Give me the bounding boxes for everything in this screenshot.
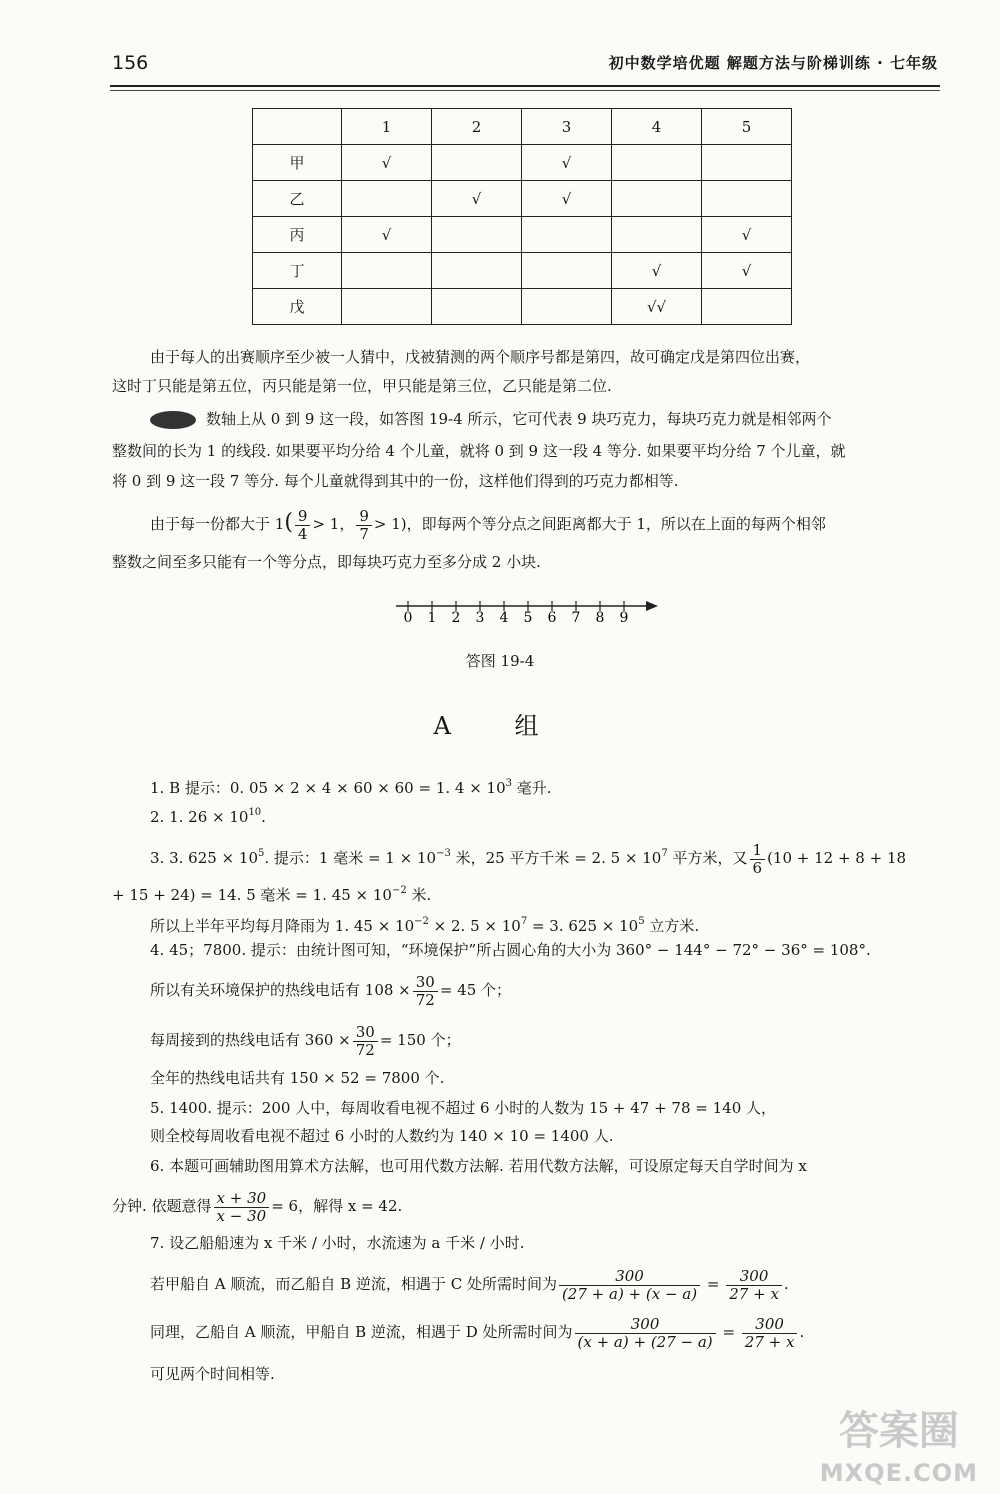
table-cell: 甲 bbox=[253, 145, 342, 181]
answer-text: = 6，解得 x = 42. bbox=[271, 1197, 403, 1215]
table-cell bbox=[342, 289, 432, 325]
watermark-text: 答案圈 bbox=[838, 1408, 959, 1454]
answer-7-line-4: 可见两个时间相等. bbox=[150, 1365, 275, 1383]
answer-text: 3. 3. 625 × 10 bbox=[150, 849, 258, 867]
numerator: 300 bbox=[559, 1268, 700, 1286]
denominator: (x + a) + (27 − a) bbox=[577, 1332, 713, 1351]
running-title: 初中数学培优题 解题方法与阶梯训练 · 七年级 bbox=[608, 54, 938, 72]
fraction bbox=[750, 842, 766, 876]
hint-tag-icon bbox=[150, 411, 196, 429]
denominator: 72 bbox=[415, 990, 435, 1009]
numerator: 9 bbox=[356, 508, 372, 526]
table-row bbox=[253, 181, 792, 217]
paragraph-line: 整数之间至多只能有一个等分点，即每块巧克力至多分成 2 小块. bbox=[112, 553, 541, 571]
table-cell: √ bbox=[342, 217, 432, 253]
numerator: 300 bbox=[726, 1268, 782, 1286]
table-header-row bbox=[253, 109, 792, 145]
superscript: 7 bbox=[661, 848, 668, 859]
answer-2 bbox=[150, 803, 266, 827]
number-line-label: 6 bbox=[547, 610, 557, 626]
answer-text: 平方米，又 bbox=[667, 849, 748, 867]
number-line-label: 8 bbox=[595, 610, 605, 626]
numerator: 30 bbox=[413, 974, 438, 992]
answer-text: 每周接到的热线电话有 360 × bbox=[150, 1031, 351, 1049]
answer-text: 米. bbox=[406, 886, 432, 904]
paragraph-line: 由于每人的出赛顺序至少被一人猜中，戊被猜测的两个顺序号都是第四，故可确定戊是第四位出赛， bbox=[150, 348, 811, 366]
answer-text: = 45 个； bbox=[439, 981, 512, 999]
answer-6-line-1: 6. 本题可画辅助图用算术方法解，也可用代数方法解. 若用代数方法解，可设原定每天自学时间为 x bbox=[150, 1157, 807, 1175]
header-rule-thin bbox=[110, 90, 940, 91]
answer-text: 分钟. 依题意得 bbox=[112, 1197, 212, 1215]
number-line-label: 5 bbox=[523, 610, 533, 626]
denominator: 4 bbox=[297, 524, 308, 543]
answer-text: 所以上半年平均每月降雨为 1. 45 × 10 bbox=[150, 917, 415, 935]
table-cell bbox=[432, 253, 522, 289]
table-cell: √ bbox=[432, 181, 522, 217]
table-row bbox=[253, 289, 792, 325]
answer-text: (10 + 12 + 8 + 18 bbox=[767, 849, 907, 867]
denominator: 27 + x bbox=[744, 1332, 795, 1351]
guess-table bbox=[252, 108, 792, 325]
numerator: 30 bbox=[353, 1024, 378, 1042]
table-cell bbox=[612, 145, 702, 181]
fraction bbox=[413, 974, 438, 1008]
number-line-label: 7 bbox=[571, 610, 581, 626]
number-line-label: 4 bbox=[499, 610, 509, 626]
numerator: 300 bbox=[742, 1316, 798, 1334]
table-row bbox=[253, 217, 792, 253]
answer-4-line-4: 全年的热线电话共有 150 × 52 = 7800 个. bbox=[150, 1069, 445, 1087]
answer-3-line-1 bbox=[150, 842, 906, 876]
table-cell bbox=[432, 145, 522, 181]
answer-text: . bbox=[783, 1275, 789, 1293]
superscript: −2 bbox=[414, 916, 429, 927]
table-row bbox=[253, 253, 792, 289]
answer-7-line-1: 7. 设乙船船速为 x 千米 / 小时，水流速为 a 千米 / 小时. bbox=[150, 1234, 525, 1252]
equals-sign: = bbox=[706, 1275, 720, 1293]
table-cell bbox=[702, 289, 792, 325]
answer-7-line-2 bbox=[150, 1268, 789, 1302]
fraction bbox=[726, 1268, 782, 1302]
paragraph-line: 这时丁只能是第五位，丙只能是第一位，甲只能是第三位，乙只能是第二位. bbox=[112, 377, 612, 395]
denominator: 7 bbox=[359, 524, 369, 543]
table-cell bbox=[432, 217, 522, 253]
answer-text: . bbox=[799, 1323, 805, 1341]
table-cell: 4 bbox=[612, 109, 702, 145]
table-cell: √√ bbox=[612, 289, 702, 325]
answer-3-line-2 bbox=[112, 881, 431, 905]
table-cell bbox=[522, 217, 612, 253]
answer-text: . bbox=[261, 808, 266, 826]
table-cell: 丙 bbox=[253, 217, 342, 253]
table-cell: √ bbox=[522, 145, 612, 181]
answer-text: 1. B 提示：0. 05 × 2 × 4 × 60 × 60 = 1. 4 × 10 bbox=[150, 779, 506, 797]
answer-5-line-2: 则全校每周收看电视不超过 6 小时的人数约为 140 × 10 = 1400 人. bbox=[150, 1127, 614, 1145]
fraction bbox=[575, 1316, 716, 1350]
superscript: 5 bbox=[257, 848, 265, 859]
answer-4-line-2 bbox=[150, 974, 511, 1008]
answer-1 bbox=[150, 774, 552, 798]
table-cell bbox=[432, 289, 522, 325]
table-row bbox=[253, 145, 792, 181]
table-cell: 乙 bbox=[253, 181, 342, 217]
denominator: (27 + a) + (x − a) bbox=[561, 1284, 698, 1303]
answer-3-line-3 bbox=[150, 912, 699, 936]
table-cell bbox=[702, 181, 792, 217]
answer-text: 若甲船自 A 顺流，而乙船自 B 逆流，相遇于 C 处所需时间为 bbox=[150, 1275, 557, 1293]
page-number: 156 bbox=[112, 52, 149, 74]
header-rule bbox=[110, 85, 940, 87]
numerator: 1 bbox=[750, 842, 766, 860]
answer-text: = 3. 625 × 10 bbox=[527, 917, 639, 935]
table-cell bbox=[702, 145, 792, 181]
answer-text: 2. 1. 26 × 10 bbox=[150, 808, 249, 826]
table-cell bbox=[522, 253, 612, 289]
table-cell: 1 bbox=[342, 109, 432, 145]
fraction bbox=[295, 508, 311, 542]
figure-caption: 答图 19-4 bbox=[465, 652, 535, 670]
arrow-right-icon bbox=[646, 601, 658, 611]
table-cell bbox=[522, 289, 612, 325]
superscript: 3 bbox=[505, 778, 513, 789]
table-cell bbox=[342, 181, 432, 217]
table-cell: 戊 bbox=[253, 289, 342, 325]
paragraph-line: 由于每一份都大于 1( $\frac{9}{4}$ > 1， $\frac{9}{7}$ > 1)，即每两个等分点之间距离都大于 1，所以在上面的每两个相邻 bbox=[150, 507, 826, 543]
superscript: 7 bbox=[520, 916, 528, 927]
number-line-label: 1 bbox=[427, 610, 437, 626]
answer-text: 所以有关环境保护的热线电话有 108 × bbox=[150, 981, 411, 999]
denominator: x − 30 bbox=[216, 1206, 267, 1225]
fraction bbox=[559, 1268, 700, 1302]
numerator: 300 bbox=[575, 1316, 716, 1334]
section-title: A 组 bbox=[433, 712, 567, 740]
denominator: 72 bbox=[355, 1040, 375, 1059]
answer-text: . 提示：1 毫米 = 1 × 10 bbox=[264, 849, 437, 867]
table-cell: √ bbox=[342, 145, 432, 181]
answer-text: 立方米. bbox=[644, 917, 700, 935]
answer-5-line-1: 5. 1400. 提示：200 人中，每周收看电视不超过 6 小时的人数为 15 + 47 + 78 = 140 人， bbox=[150, 1099, 777, 1117]
table-cell: 2 bbox=[432, 109, 522, 145]
answer-4-line-3 bbox=[150, 1024, 461, 1058]
answer-6-line-2 bbox=[112, 1190, 402, 1224]
fraction bbox=[356, 508, 372, 542]
answer-text: 毫升. bbox=[512, 779, 552, 797]
answer-4-line-1: 4. 45；7800. 提示：由统计图可知，“环境保护”所占圆心角的大小为 360° − 144° − 72° − 36° = 108°. bbox=[150, 941, 871, 959]
paragraph-line: 将 0 到 9 这一段 7 等分. 每个儿童就得到其中的一份，这样他们得到的巧克力都相等. bbox=[112, 472, 679, 490]
table-cell: √ bbox=[702, 253, 792, 289]
table-cell bbox=[342, 253, 432, 289]
paragraph-text: 由于每一份都大于 1 bbox=[150, 515, 285, 533]
answer-text: + 15 + 24) = 14. 5 毫米 = 1. 45 × 10 bbox=[112, 886, 392, 904]
superscript: −3 bbox=[436, 848, 451, 859]
denominator: 27 + x bbox=[729, 1284, 779, 1303]
answer-7-line-3 bbox=[150, 1316, 804, 1350]
answer-text: = 150 个； bbox=[379, 1031, 461, 1049]
watermark-logo bbox=[820, 1410, 978, 1494]
paragraph-text: > 1， bbox=[312, 515, 355, 533]
number-line bbox=[390, 592, 670, 628]
table-cell: √ bbox=[522, 181, 612, 217]
answer-text: 同理，乙船自 A 顺流，甲船自 B 逆流，相遇于 D 处所需时间为 bbox=[150, 1323, 573, 1341]
table-cell: 丁 bbox=[253, 253, 342, 289]
superscript: 10 bbox=[248, 807, 262, 818]
paragraph-line bbox=[150, 409, 831, 429]
table-cell bbox=[612, 181, 702, 217]
fraction bbox=[353, 1024, 378, 1058]
table-cell bbox=[253, 109, 342, 145]
table-cell: √ bbox=[702, 217, 792, 253]
superscript: −2 bbox=[391, 885, 407, 896]
fraction bbox=[742, 1316, 798, 1350]
watermark-url: MXQE.COM bbox=[819, 1459, 978, 1487]
number-line-label: 9 bbox=[619, 610, 629, 626]
table-cell: √ bbox=[612, 253, 702, 289]
fraction bbox=[214, 1190, 270, 1224]
superscript: 5 bbox=[638, 916, 645, 927]
answer-text: × 2. 5 × 10 bbox=[428, 917, 521, 935]
numerator: 9 bbox=[295, 508, 311, 526]
number-line-label: 0 bbox=[403, 610, 413, 626]
number-line-label: 3 bbox=[475, 610, 485, 626]
paragraph-line: 整数间的长为 1 的线段. 如果要平均分给 4 个儿童，就将 0 到 9 这一段 4 等分. 如果要平均分给 7 个儿童，就 bbox=[112, 442, 846, 460]
equals-sign: = bbox=[722, 1323, 736, 1341]
paragraph-text: > 1)，即每两个等分点之间距离都大于 1，所以在上面的每两个相邻 bbox=[373, 515, 826, 533]
answer-text: 米，25 平方千米 = 2. 5 × 10 bbox=[450, 849, 662, 867]
table-cell bbox=[612, 217, 702, 253]
denominator: 6 bbox=[752, 858, 763, 877]
table-cell: 3 bbox=[522, 109, 612, 145]
table-cell: 5 bbox=[702, 109, 792, 145]
paragraph-text: 数轴上从 0 到 9 这一段，如答图 19-4 所示，它可代表 9 块巧克力，每块巧克力就是相邻两个 bbox=[206, 410, 832, 428]
numerator: x + 30 bbox=[214, 1190, 270, 1208]
number-line-label: 2 bbox=[451, 610, 461, 626]
